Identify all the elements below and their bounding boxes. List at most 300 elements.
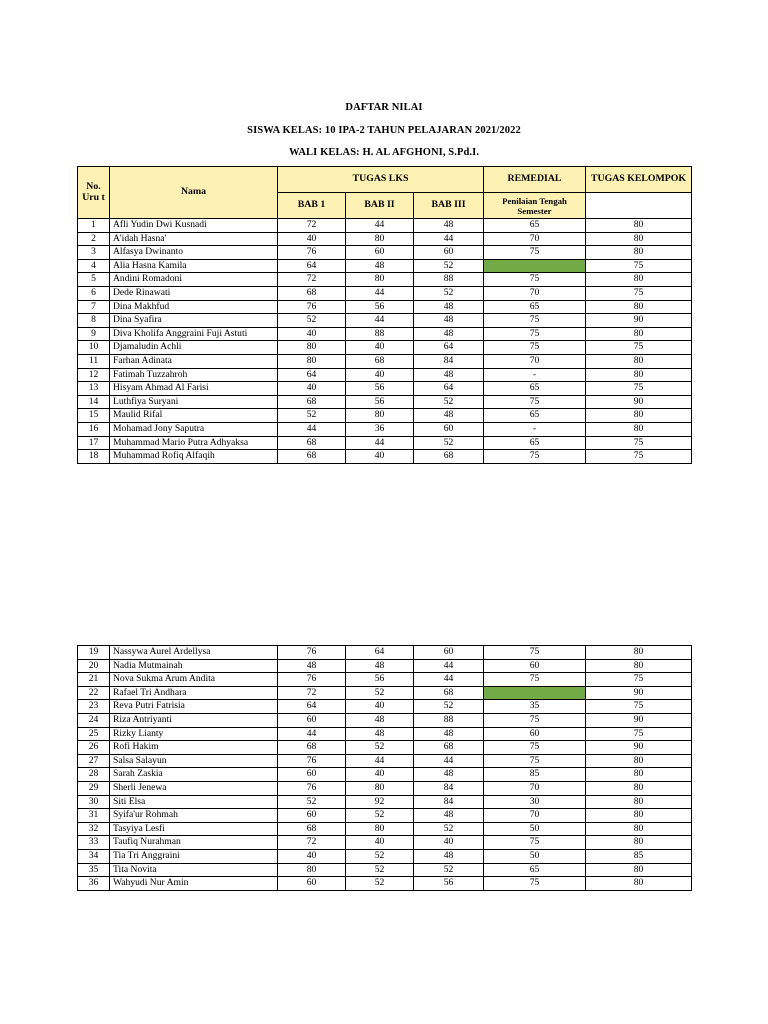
row-number: 36 [78, 877, 110, 891]
score-bab2: 80 [346, 232, 414, 246]
score-bab2: 40 [346, 700, 414, 714]
table-row [78, 259, 692, 273]
score-bab3: 48 [414, 300, 484, 314]
score-bab1: 72 [278, 686, 346, 700]
row-number: 11 [78, 354, 110, 368]
student-name: Dede Rinawati [110, 286, 278, 300]
score-bab3: 48 [414, 727, 484, 741]
table-row [78, 849, 692, 863]
table-row [78, 700, 692, 714]
student-name: Andini Romadoni [110, 273, 278, 287]
score-pts: 75 [484, 877, 586, 891]
score-bab2: 44 [346, 314, 414, 328]
student-name: Riza Antriyanti [110, 713, 278, 727]
score-kelompok: 80 [586, 822, 692, 836]
table-row [78, 314, 692, 328]
score-bab1: 68 [278, 741, 346, 755]
score-kelompok: 80 [586, 877, 692, 891]
score-bab3: 84 [414, 795, 484, 809]
score-bab1: 52 [278, 795, 346, 809]
student-name: Rizky Lianty [110, 727, 278, 741]
row-number: 16 [78, 422, 110, 436]
row-number: 33 [78, 836, 110, 850]
score-bab3: 56 [414, 877, 484, 891]
score-bab3: 48 [414, 768, 484, 782]
score-bab2: 56 [346, 382, 414, 396]
score-bab3: 48 [414, 849, 484, 863]
score-bab2: 48 [346, 727, 414, 741]
score-bab3: 68 [414, 450, 484, 464]
score-pts: - [484, 368, 586, 382]
student-name: Rofi Hakim [110, 741, 278, 755]
score-bab2: 64 [346, 646, 414, 660]
score-bab1: 60 [278, 768, 346, 782]
score-bab1: 48 [278, 659, 346, 673]
score-bab1: 60 [278, 713, 346, 727]
student-name: Farhan Adinata [110, 354, 278, 368]
score-bab2: 68 [346, 354, 414, 368]
row-number: 13 [78, 382, 110, 396]
score-bab3: 52 [414, 700, 484, 714]
score-kelompok: 80 [586, 219, 692, 233]
row-number: 15 [78, 409, 110, 423]
score-bab2: 88 [346, 327, 414, 341]
score-pts: 75 [484, 673, 586, 687]
score-pts: 50 [484, 849, 586, 863]
score-bab1: 72 [278, 836, 346, 850]
student-name: Reva Putri Fatrisia [110, 700, 278, 714]
score-bab3: 52 [414, 286, 484, 300]
col-nama-header: Nama [110, 167, 278, 219]
score-bab1: 76 [278, 754, 346, 768]
class-subtitle: SISWA KELAS: 10 IPA-2 TAHUN PELAJARAN 2021/2022 [247, 125, 521, 136]
score-bab2: 48 [346, 259, 414, 273]
score-kelompok: 90 [586, 741, 692, 755]
score-pts: 75 [484, 395, 586, 409]
row-number: 21 [78, 673, 110, 687]
score-kelompok: 80 [586, 422, 692, 436]
student-name: Luthfiya Suryani [110, 395, 278, 409]
score-bab3: 60 [414, 422, 484, 436]
row-number: 10 [78, 341, 110, 355]
row-number: 2 [78, 232, 110, 246]
table-row [78, 368, 692, 382]
score-kelompok: 75 [586, 700, 692, 714]
row-number: 5 [78, 273, 110, 287]
row-number: 27 [78, 754, 110, 768]
score-pts: 70 [484, 286, 586, 300]
col-pts-header: Penilaian Tengah Semester [484, 193, 586, 219]
grade-table-part-1 [77, 166, 692, 464]
score-bab1: 80 [278, 354, 346, 368]
table-row [78, 354, 692, 368]
score-pts: 30 [484, 795, 586, 809]
student-name: Syifa'ur Rohmah [110, 809, 278, 823]
score-bab3: 48 [414, 219, 484, 233]
score-kelompok: 80 [586, 300, 692, 314]
row-number: 7 [78, 300, 110, 314]
score-pts: 70 [484, 781, 586, 795]
score-kelompok: 75 [586, 436, 692, 450]
row-number: 12 [78, 368, 110, 382]
table-row [78, 673, 692, 687]
table-row [78, 686, 692, 700]
score-pts: - [484, 422, 586, 436]
student-name: Siti Elsa [110, 795, 278, 809]
score-pts: 65 [484, 382, 586, 396]
score-bab3: 88 [414, 273, 484, 287]
score-bab3: 68 [414, 741, 484, 755]
score-bab2: 40 [346, 368, 414, 382]
score-bab3: 52 [414, 822, 484, 836]
score-bab3: 48 [414, 327, 484, 341]
score-bab3: 44 [414, 659, 484, 673]
score-bab1: 68 [278, 436, 346, 450]
row-number: 14 [78, 395, 110, 409]
score-bab2: 52 [346, 863, 414, 877]
col-tugas-lks-header: TUGAS LKS [278, 167, 484, 193]
student-name: Diva Kholifa Anggraini Fuji Astuti [110, 327, 278, 341]
score-pts [484, 686, 586, 700]
col-bab1-header: BAB 1 [278, 193, 346, 219]
score-bab3: 44 [414, 673, 484, 687]
score-bab1: 68 [278, 286, 346, 300]
score-bab3: 88 [414, 713, 484, 727]
score-bab3: 44 [414, 754, 484, 768]
row-number: 35 [78, 863, 110, 877]
score-bab1: 52 [278, 409, 346, 423]
score-bab1: 72 [278, 219, 346, 233]
score-kelompok: 80 [586, 809, 692, 823]
col-no-header: No. Uru t [78, 167, 110, 219]
row-number: 1 [78, 219, 110, 233]
student-name: Nadia Mutmainah [110, 659, 278, 673]
score-bab1: 40 [278, 232, 346, 246]
score-pts: 65 [484, 300, 586, 314]
row-number: 6 [78, 286, 110, 300]
student-name: Djamaludin Achli [110, 341, 278, 355]
score-bab1: 60 [278, 809, 346, 823]
row-number: 8 [78, 314, 110, 328]
score-bab1: 60 [278, 877, 346, 891]
student-name: Maulid Rifal [110, 409, 278, 423]
score-bab3: 48 [414, 368, 484, 382]
row-number: 30 [78, 795, 110, 809]
score-bab3: 52 [414, 395, 484, 409]
row-number: 3 [78, 246, 110, 260]
student-name: A'idah Hasna' [110, 232, 278, 246]
score-bab1: 40 [278, 382, 346, 396]
grade-rows-part-1 [78, 219, 692, 464]
student-name: Alfasya Dwinanto [110, 246, 278, 260]
score-kelompok: 75 [586, 727, 692, 741]
score-bab2: 40 [346, 450, 414, 464]
score-pts: 75 [484, 713, 586, 727]
score-pts: 75 [484, 314, 586, 328]
score-bab1: 68 [278, 395, 346, 409]
student-name: Tasyiya Lesfi [110, 822, 278, 836]
score-bab1: 64 [278, 700, 346, 714]
table-row [78, 741, 692, 755]
score-kelompok: 80 [586, 246, 692, 260]
row-number: 31 [78, 809, 110, 823]
score-kelompok: 90 [586, 395, 692, 409]
score-bab1: 40 [278, 849, 346, 863]
score-bab1: 68 [278, 822, 346, 836]
table-row [78, 809, 692, 823]
score-bab1: 76 [278, 781, 346, 795]
score-bab2: 40 [346, 341, 414, 355]
score-bab3: 52 [414, 863, 484, 877]
score-pts: 75 [484, 341, 586, 355]
score-kelompok: 80 [586, 795, 692, 809]
score-pts: 65 [484, 219, 586, 233]
table-row [78, 877, 692, 891]
score-bab2: 36 [346, 422, 414, 436]
score-kelompok: 85 [586, 849, 692, 863]
score-kelompok: 80 [586, 768, 692, 782]
col-bab3-header: BAB III [414, 193, 484, 219]
row-number: 34 [78, 849, 110, 863]
student-name: Sherli Jenewa [110, 781, 278, 795]
col-remedial-header: REMEDIAL [484, 167, 586, 193]
table-row [78, 727, 692, 741]
score-pts: 70 [484, 809, 586, 823]
table-row [78, 713, 692, 727]
student-name: Afli Yudin Dwi Kusnadi [110, 219, 278, 233]
student-name: Sarah Zaskia [110, 768, 278, 782]
row-number: 9 [78, 327, 110, 341]
score-kelompok: 75 [586, 450, 692, 464]
score-kelompok: 75 [586, 673, 692, 687]
score-bab1: 76 [278, 646, 346, 660]
score-bab2: 56 [346, 673, 414, 687]
score-bab1: 76 [278, 300, 346, 314]
row-number: 28 [78, 768, 110, 782]
score-bab1: 80 [278, 863, 346, 877]
student-name: Salsa Salayun [110, 754, 278, 768]
score-pts: 75 [484, 273, 586, 287]
row-number: 29 [78, 781, 110, 795]
score-bab1: 76 [278, 246, 346, 260]
student-name: Nova Sukma Arum Andita [110, 673, 278, 687]
table-row [78, 795, 692, 809]
score-kelompok: 75 [586, 286, 692, 300]
table-row [78, 300, 692, 314]
score-kelompok: 80 [586, 409, 692, 423]
score-pts: 65 [484, 436, 586, 450]
score-bab3: 48 [414, 314, 484, 328]
score-bab3: 52 [414, 436, 484, 450]
score-pts [484, 259, 586, 273]
score-bab2: 52 [346, 741, 414, 755]
row-number: 20 [78, 659, 110, 673]
score-bab3: 68 [414, 686, 484, 700]
score-bab3: 64 [414, 341, 484, 355]
score-bab1: 52 [278, 314, 346, 328]
score-pts: 85 [484, 768, 586, 782]
score-bab2: 52 [346, 809, 414, 823]
student-name: Hisyam Ahmad Al Farisi [110, 382, 278, 396]
score-bab2: 52 [346, 849, 414, 863]
score-kelompok: 90 [586, 713, 692, 727]
table-row [78, 646, 692, 660]
grade-table-part-2 [77, 645, 692, 891]
row-number: 32 [78, 822, 110, 836]
student-name: Fatimah Tuzzahroh [110, 368, 278, 382]
score-kelompok: 80 [586, 327, 692, 341]
col-tugas-kelompok-header: TUGAS KELOMPOK [586, 167, 692, 193]
score-bab2: 60 [346, 246, 414, 260]
score-pts: 65 [484, 863, 586, 877]
score-bab2: 44 [346, 219, 414, 233]
score-pts: 70 [484, 354, 586, 368]
row-number: 22 [78, 686, 110, 700]
row-number: 19 [78, 646, 110, 660]
score-kelompok: 75 [586, 382, 692, 396]
student-name: Dina Syafira [110, 314, 278, 328]
score-bab2: 80 [346, 409, 414, 423]
table-row [78, 246, 692, 260]
score-pts: 50 [484, 822, 586, 836]
student-name: Wahyudi Nur Amin [110, 877, 278, 891]
score-bab2: 80 [346, 273, 414, 287]
score-bab2: 44 [346, 286, 414, 300]
score-kelompok: 90 [586, 314, 692, 328]
score-bab2: 80 [346, 822, 414, 836]
score-pts: 75 [484, 754, 586, 768]
score-kelompok: 80 [586, 368, 692, 382]
student-name: Taufiq Nurahman [110, 836, 278, 850]
score-bab3: 40 [414, 836, 484, 850]
student-name: Muhammad Mario Putra Adhyaksa [110, 436, 278, 450]
score-bab3: 44 [414, 232, 484, 246]
score-bab2: 92 [346, 795, 414, 809]
score-kelompok: 75 [586, 259, 692, 273]
table-row [78, 863, 692, 877]
student-name: Rafael Tri Andhara [110, 686, 278, 700]
table-row [78, 754, 692, 768]
student-name: Alia Hasna Kamila [110, 259, 278, 273]
score-bab1: 64 [278, 259, 346, 273]
score-bab2: 40 [346, 768, 414, 782]
table-row [78, 382, 692, 396]
table-row [78, 450, 692, 464]
col-bab2-header: BAB II [346, 193, 414, 219]
student-name: Dina Makhfud [110, 300, 278, 314]
table-row [78, 341, 692, 355]
row-number: 26 [78, 741, 110, 755]
score-pts: 35 [484, 700, 586, 714]
score-bab2: 48 [346, 659, 414, 673]
score-bab2: 80 [346, 781, 414, 795]
score-bab2: 44 [346, 436, 414, 450]
table-row [78, 232, 692, 246]
score-kelompok: 90 [586, 686, 692, 700]
score-pts: 70 [484, 232, 586, 246]
score-bab1: 76 [278, 673, 346, 687]
score-bab1: 68 [278, 450, 346, 464]
score-bab2: 48 [346, 713, 414, 727]
score-pts: 75 [484, 327, 586, 341]
score-bab1: 72 [278, 273, 346, 287]
table-row [78, 836, 692, 850]
score-kelompok: 80 [586, 646, 692, 660]
score-bab2: 40 [346, 836, 414, 850]
score-pts: 60 [484, 659, 586, 673]
score-bab3: 52 [414, 259, 484, 273]
row-number: 24 [78, 713, 110, 727]
table-row [78, 219, 692, 233]
score-bab2: 56 [346, 395, 414, 409]
score-kelompok: 80 [586, 781, 692, 795]
student-name: Tita Novita [110, 863, 278, 877]
score-kelompok: 80 [586, 836, 692, 850]
table-row [78, 781, 692, 795]
score-kelompok: 80 [586, 232, 692, 246]
score-bab1: 44 [278, 727, 346, 741]
table-row [78, 768, 692, 782]
row-number: 25 [78, 727, 110, 741]
score-pts: 75 [484, 646, 586, 660]
row-number: 4 [78, 259, 110, 273]
table-row [78, 436, 692, 450]
score-bab1: 80 [278, 341, 346, 355]
score-bab2: 56 [346, 300, 414, 314]
score-pts: 60 [484, 727, 586, 741]
table-row [78, 409, 692, 423]
score-pts: 75 [484, 741, 586, 755]
score-kelompok: 80 [586, 659, 692, 673]
score-bab3: 60 [414, 246, 484, 260]
score-pts: 75 [484, 450, 586, 464]
score-bab3: 84 [414, 354, 484, 368]
table-row [78, 822, 692, 836]
score-bab2: 44 [346, 754, 414, 768]
score-pts: 65 [484, 409, 586, 423]
score-bab3: 84 [414, 781, 484, 795]
grade-rows-part-2 [78, 646, 692, 891]
score-pts: 75 [484, 836, 586, 850]
row-number: 18 [78, 450, 110, 464]
table-row [78, 395, 692, 409]
score-bab2: 52 [346, 686, 414, 700]
score-kelompok: 75 [586, 341, 692, 355]
table-row [78, 659, 692, 673]
table-row [78, 286, 692, 300]
score-bab2: 52 [346, 877, 414, 891]
score-bab1: 40 [278, 327, 346, 341]
score-bab3: 60 [414, 646, 484, 660]
row-number: 17 [78, 436, 110, 450]
score-kelompok: 80 [586, 273, 692, 287]
score-bab3: 64 [414, 382, 484, 396]
student-name: Nassywa Aurel Ardellysa [110, 646, 278, 660]
student-name: Mohamad Jony Saputra [110, 422, 278, 436]
score-bab1: 64 [278, 368, 346, 382]
homeroom-teacher: WALI KELAS: H. AL AFGHONI, S.Pd.I. [288, 147, 480, 158]
score-kelompok: 80 [586, 354, 692, 368]
student-name: Tia Tri Anggraini [110, 849, 278, 863]
table-row [78, 273, 692, 287]
table-row [78, 327, 692, 341]
document-title: DAFTAR NILAI [345, 102, 423, 113]
score-pts: 75 [484, 246, 586, 260]
score-kelompok: 80 [586, 863, 692, 877]
student-name: Muhammad Rofiq Alfaqih [110, 450, 278, 464]
score-bab3: 48 [414, 809, 484, 823]
table-row [78, 422, 692, 436]
